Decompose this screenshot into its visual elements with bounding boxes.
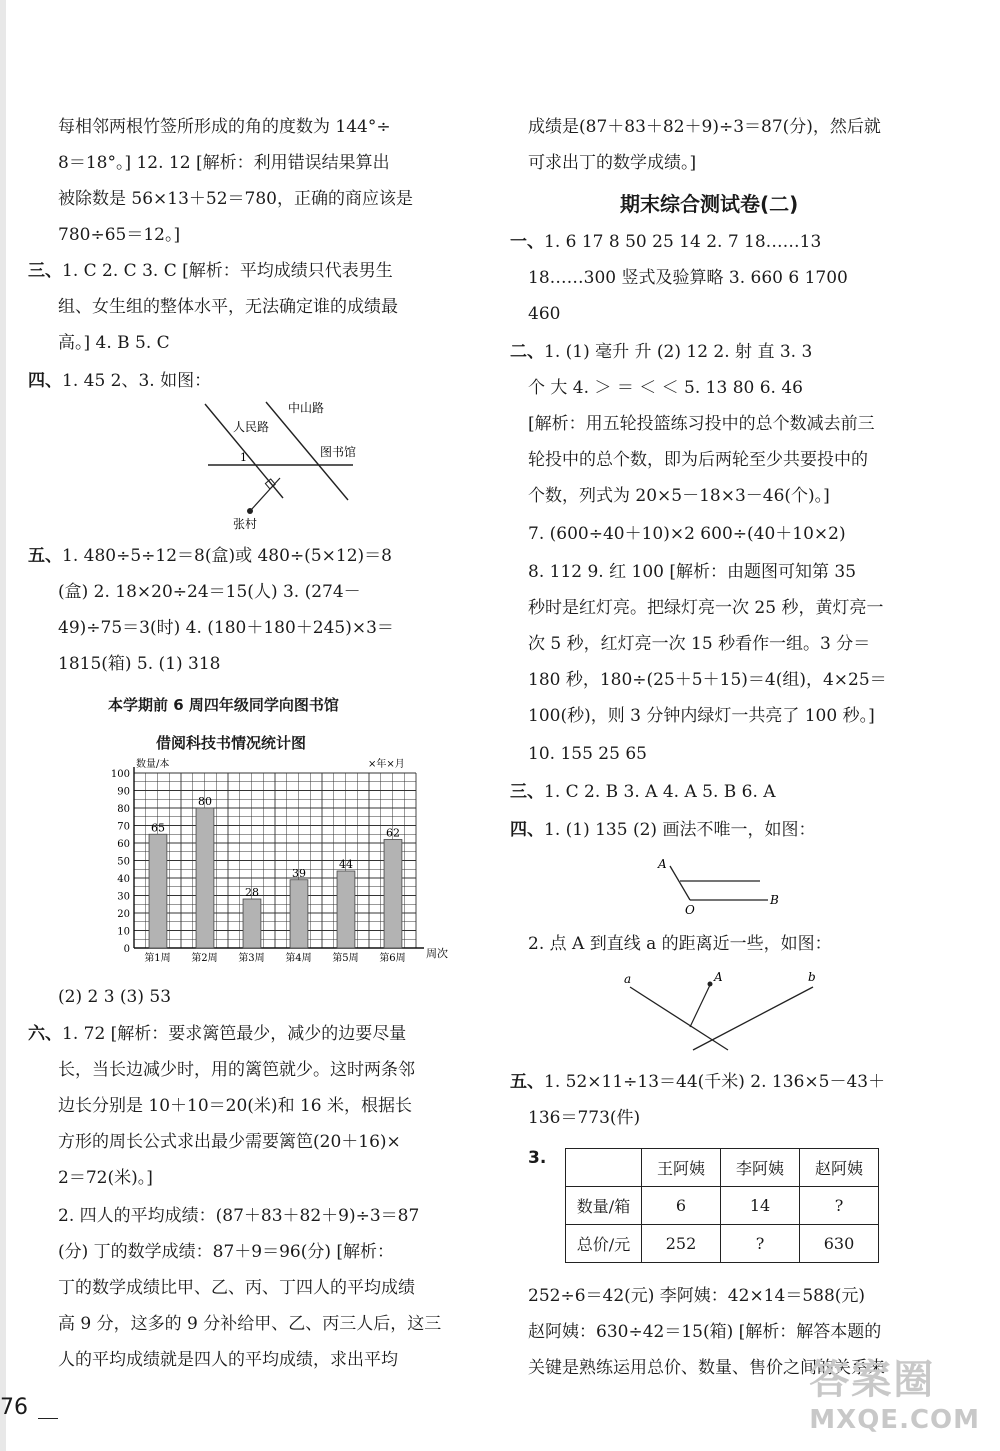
table-header-row xyxy=(566,1149,879,1187)
label-A: A xyxy=(658,857,667,871)
y-tick-label: 50 xyxy=(117,856,130,868)
table-cell xyxy=(566,1149,642,1187)
text-line: 组、女生组的整体水平，无法确定谁的成绩最 xyxy=(58,297,398,317)
text-line: 轮投中的总个数，即为后两轮至少共要投中的 xyxy=(528,450,868,470)
road1-label: 人民路 xyxy=(233,420,270,434)
text-line: 个 大 4. ＞ ＝ ＜ ＜ 5. 13 80 6. 46 xyxy=(528,378,803,398)
y-tick-label: 100 xyxy=(110,769,130,780)
y-tick-label: 70 xyxy=(117,821,130,833)
label-B: B xyxy=(770,893,779,907)
text-line: 49)÷75＝3(时) 4. (180＋180＋245)×3＝ xyxy=(58,618,394,638)
angle-label: 1 xyxy=(240,451,247,464)
text-line: 2. 点 A 到直线 a 的距离近一些，如图： xyxy=(528,934,832,954)
angle-figure-1 xyxy=(650,852,800,917)
text-line: 关键是熟练运用总价、数量、售价之间的关系来 xyxy=(528,1358,885,1378)
text-line: 个数，列式为 20×5－18×3－46(个)。] xyxy=(528,486,830,506)
section-title: 期末综合测试卷(二) xyxy=(620,192,799,216)
text-line: (盒) 2. 18×20÷24＝15(人) 3. (274－ xyxy=(58,582,361,602)
text-line: 460 xyxy=(528,304,561,324)
text-line: (分) 丁的数学成绩：87＋9＝96(分) [解析： xyxy=(58,1242,395,1262)
text-line: 18……300 竖式及验算略 3. 660 6 1700 xyxy=(528,268,848,288)
page-edge-shadow xyxy=(0,0,6,1451)
table-cell: 总价/元 xyxy=(566,1225,642,1263)
text-line: 136＝773(件) xyxy=(528,1108,641,1128)
label-b: b xyxy=(808,970,816,984)
text-line: 五、1. 480÷5÷12＝8(盒)或 480÷(5×12)＝8 xyxy=(28,546,392,566)
text-line: 四、1. (1) 135 (2) 画法不唯一，如图： xyxy=(510,820,816,840)
y-tick-label: 10 xyxy=(117,926,130,938)
text-line: 180 秒，180÷(25＋5＋15)＝4(组)，4×25＝ xyxy=(528,670,887,690)
y-tick-label: 30 xyxy=(117,891,130,903)
bar xyxy=(290,880,308,948)
data-label: 80 xyxy=(197,795,212,808)
text-line: 100(秒)，则 3 分钟内绿灯一共亮了 100 秒。] xyxy=(528,706,875,726)
table-row xyxy=(566,1225,879,1263)
page-number: 76 xyxy=(0,1395,28,1420)
y-tick-label: 20 xyxy=(117,909,130,920)
table-cell: 14 xyxy=(721,1187,800,1225)
text-line: 被除数是 56×13＋52＝780，正确的商应该是 xyxy=(58,189,413,209)
text-line: 8. 112 9. 红 100 [解析：由题图可知第 35 xyxy=(528,562,857,582)
text-line: 2＝72(米)。] xyxy=(58,1168,153,1188)
bar xyxy=(149,834,167,948)
text-line: 二、1. (1) 毫升 升 (2) 12 2. 射 直 3. 3 xyxy=(510,342,813,362)
table-cell: 6 xyxy=(642,1187,721,1225)
text-line: 可求出丁的数学成绩。] xyxy=(528,153,697,173)
price-table xyxy=(565,1148,879,1263)
village-point xyxy=(247,508,253,514)
table-cell: 630 xyxy=(800,1225,879,1263)
bar xyxy=(243,899,261,948)
date-label: ×年×月 xyxy=(368,759,405,770)
category-label: 第4周 xyxy=(285,953,312,964)
text-line: 高 9 分，这多的 9 分补给甲、乙、丙三人后，这三 xyxy=(58,1314,442,1334)
bar xyxy=(337,871,355,948)
watermark-line2: MXQE.COM xyxy=(809,1405,980,1435)
category-label: 第3周 xyxy=(238,953,265,964)
data-label: 62 xyxy=(385,826,400,840)
data-label: 39 xyxy=(291,866,306,880)
text-line: 六、1. 72 [解析：要求篱笆最少，减少的边要尽量 xyxy=(28,1024,407,1044)
text-line: 秒时是红灯亮。把绿灯亮一次 25 秒，黄灯亮一 xyxy=(528,598,884,618)
text-line: 每相邻两根竹签所形成的角的度数为 144°÷ xyxy=(58,117,391,137)
text-line: 一、1. 6 17 8 50 25 14 2. 7 18……13 xyxy=(510,232,822,252)
text-line: 252÷6＝42(元) 李阿姨：42×14＝588(元) xyxy=(528,1286,866,1306)
text-line: 长，当长边减少时，用的篱笆就少。这时两条邻 xyxy=(58,1060,415,1080)
text-line: 成绩是(87＋83＋82＋9)÷3＝87(分)，然后就 xyxy=(528,117,881,137)
table-cell: ? xyxy=(721,1225,800,1263)
y-tick-label: 40 xyxy=(117,874,130,885)
text-line: 2. 四人的平均成绩：(87＋83＋82＋9)÷3＝87 xyxy=(58,1206,420,1226)
text-line: 边长分别是 10＋10＝20(米)和 16 米，根据长 xyxy=(58,1096,413,1116)
text-line: 五、1. 52×11÷13＝44(千米) 2. 136×5－43＋ xyxy=(510,1072,886,1092)
table-cell: 王阿姨 xyxy=(642,1149,721,1187)
category-label: 第6周 xyxy=(379,953,406,964)
chart-title-line1: 本学期前 6 周四年级同学向图书馆 xyxy=(108,696,339,714)
text-line: 方形的周长公式求出最少需要篱笆(20＋16)× xyxy=(58,1132,401,1152)
y-tick-label: 80 xyxy=(117,804,130,815)
text-line: 8＝18°。] 12. 12 [解析：利用错误结果算出 xyxy=(58,153,390,173)
text-line: 7. (600÷40＋10)×2 600÷(40＋10×2) xyxy=(528,524,846,544)
table-cell: ? xyxy=(800,1187,879,1225)
table-cell: 赵阿姨 xyxy=(800,1149,879,1187)
text-line: 三、1. C 2. B 3. A 4. A 5. B 6. A xyxy=(510,782,776,802)
text-line: 三、1. C 2. C 3. C [解析：平均成绩只代表男生 xyxy=(28,261,393,281)
watermark-line1: 答案圈 xyxy=(809,1357,936,1403)
category-label: 第2周 xyxy=(191,953,218,964)
text-line: 人的平均成绩就是四人的平均成绩，求出平均 xyxy=(58,1350,398,1370)
page-number-rule xyxy=(38,1418,58,1419)
table-cell: 数量/箱 xyxy=(566,1187,642,1225)
label-O: O xyxy=(685,903,695,917)
text-line: 780÷65＝12。] xyxy=(58,225,181,245)
road2-label: 中山路 xyxy=(288,401,325,415)
bar-chart xyxy=(106,755,451,965)
text-line: 3. xyxy=(528,1148,547,1168)
text-line: 1815(箱) 5. (1) 318 xyxy=(58,654,221,674)
category-label: 第1周 xyxy=(144,953,171,964)
text-line: 赵阿姨：630÷42＝15(箱) [解析：解答本题的 xyxy=(528,1322,882,1342)
y-tick-label: 0 xyxy=(123,944,130,955)
y-axis-label: 数量/本 xyxy=(136,759,170,770)
road-map-figure xyxy=(193,398,378,533)
angle-figure-2 xyxy=(618,965,828,1060)
text-line: 高。] 4. B 5. C xyxy=(58,333,170,353)
watermark xyxy=(809,1348,980,1435)
text-line: 四、1. 45 2、3. 如图： xyxy=(28,371,212,391)
data-label: 65 xyxy=(150,821,165,835)
y-tick-label: 60 xyxy=(117,839,130,850)
text-line: 次 5 秒，红灯亮一次 15 秒看作一组。3 分＝ xyxy=(528,634,871,654)
category-label: 第5周 xyxy=(332,953,359,964)
label-a: a xyxy=(624,972,632,986)
table-row xyxy=(566,1187,879,1225)
label-A: A xyxy=(714,970,723,984)
bar xyxy=(384,840,402,949)
chart-title-line2: 借阅科技书情况统计图 xyxy=(156,734,307,752)
village-label: 张村 xyxy=(233,517,258,531)
library-label: 图书馆 xyxy=(320,445,357,459)
table-cell: 李阿姨 xyxy=(721,1149,800,1187)
bar xyxy=(196,808,214,948)
x-axis-label: 周次 xyxy=(426,947,448,960)
y-tick-label: 90 xyxy=(117,786,130,798)
text-line: (2) 2 3 (3) 53 xyxy=(58,987,172,1007)
table-cell: 252 xyxy=(642,1225,721,1263)
data-label: 44 xyxy=(338,858,353,871)
text-line: 丁的数学成绩比甲、乙、丙、丁四人的平均成绩 xyxy=(58,1278,415,1298)
text-line: [解析：用五轮投篮练习投中的总个数减去前三 xyxy=(528,414,875,434)
text-line: 10. 155 25 65 xyxy=(528,744,647,764)
data-label: 28 xyxy=(244,886,259,899)
